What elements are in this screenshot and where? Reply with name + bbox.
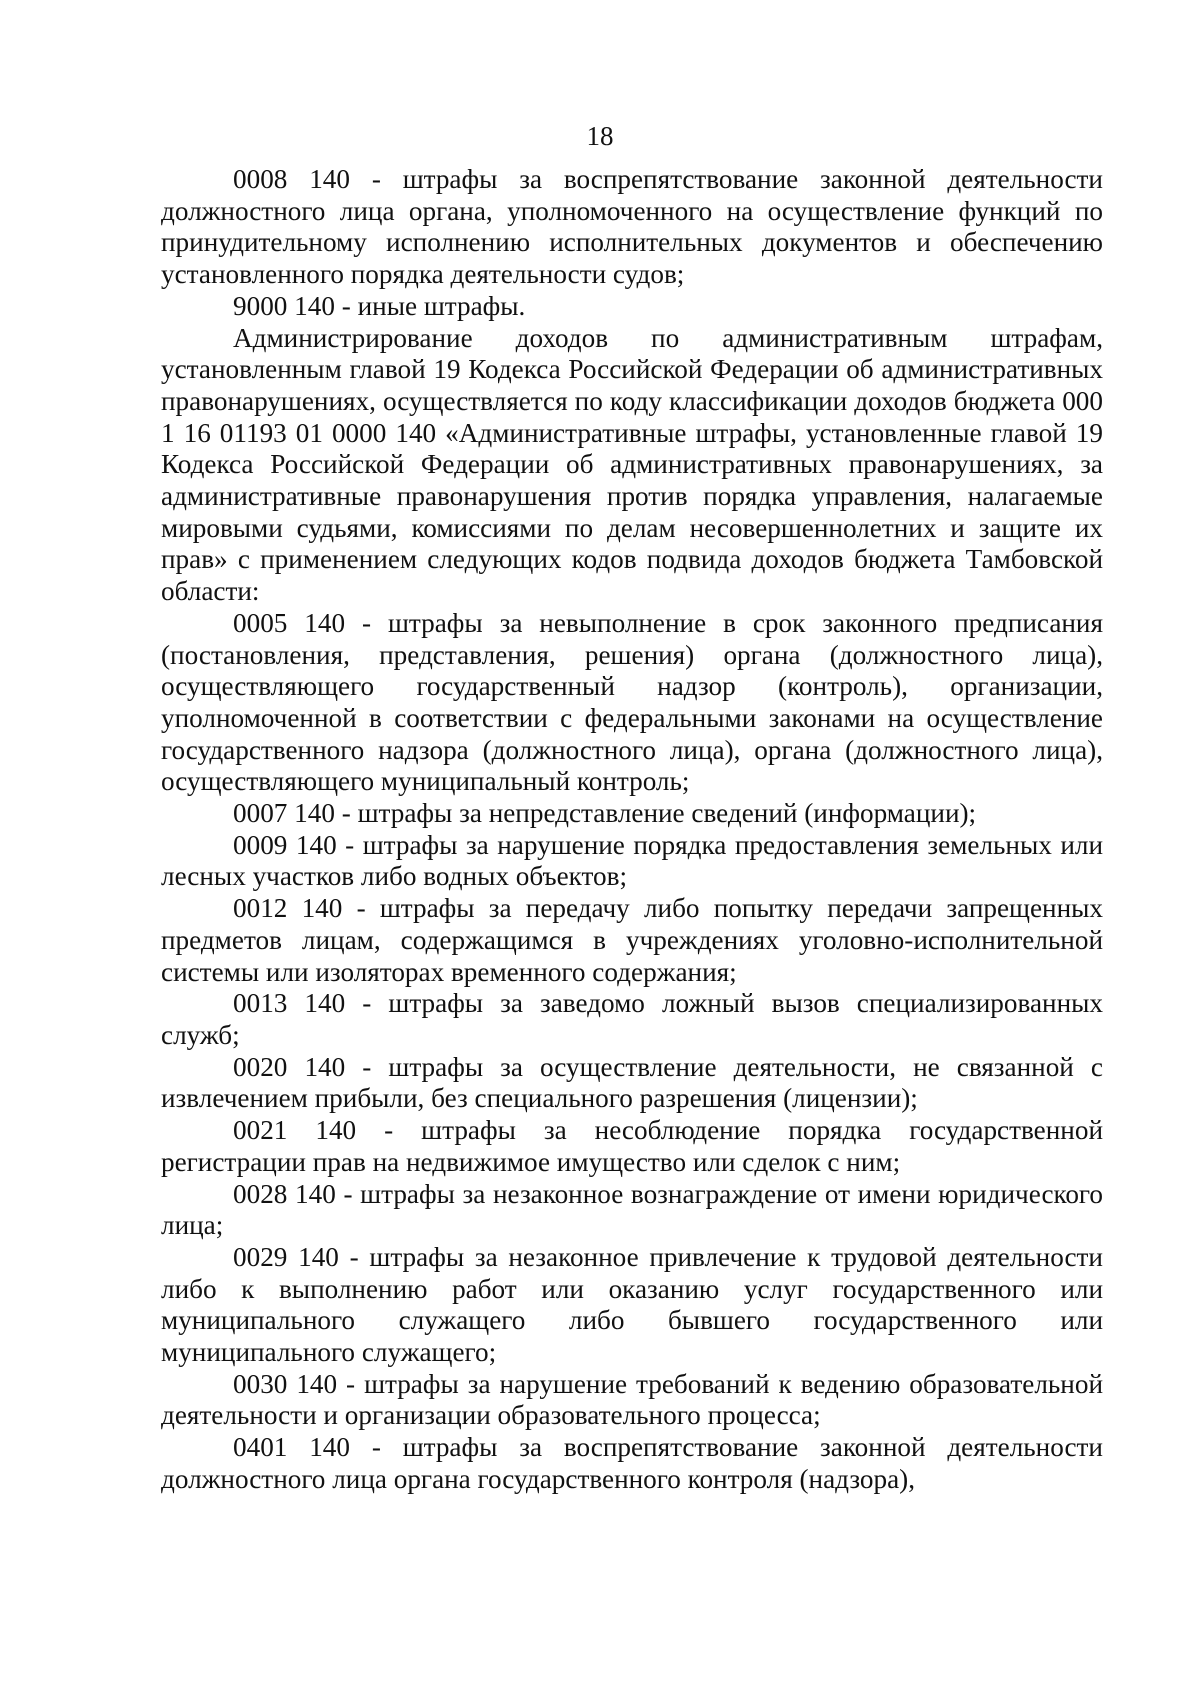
paragraph-0020: 0020 140 - штрафы за осуществление деятельности, не связанной с извлечением прибыли, без специального разрешения (лицензии); xyxy=(161,1051,1103,1114)
paragraph-0029: 0029 140 - штрафы за незаконное привлечение к трудовой деятельности либо к выполнению работ или оказанию услуг государственного или муниципального служащего либо бывшего государственного или муниципального служащего; xyxy=(161,1241,1103,1368)
paragraph-0009: 0009 140 - штрафы за нарушение порядка предоставления земельных или лесных участков либо водных объектов; xyxy=(161,829,1103,892)
paragraph-0021: 0021 140 - штрафы за несоблюдение порядка государственной регистрации прав на недвижимое имущество или сделок с ним; xyxy=(161,1115,1103,1177)
paragraph-0401: 0401 140 - штрафы за воспрепятствование законной деятельности должностного лица органа государственного контроля (надзора), xyxy=(161,1432,1103,1494)
paragraph-0013: 0013 140 - штрафы за заведомо ложный вызов специализированных служб; xyxy=(161,988,1103,1050)
paragraph-0007: 0007 140 - штрафы за непредставление сведений (информации); xyxy=(233,798,977,829)
paragraph-administration: Администрирование доходов по административным штрафам, установленным главой 19 Кодекса Российской Федерации об административных правонарушениях, осуществляется по коду классификации доходов бюджета 000 1 16 01193 01 0000 140 «Административные штрафы, установленные главой 19 Кодекса Российской Федерации об административных правонарушениях, за административные правонарушения против порядка управления, налагаемые мировыми судьями, комиссиями по делам несовершеннолетних и защите их прав» с применением следующих кодов подвида доходов бюджета Тамбовской области: xyxy=(161,322,1103,607)
paragraph-0008: 0008 140 - штрафы за воспрепятствование законной деятельности должностного лица органа, уполномоченного на осуществление функций по принудительному исполнению исполнительных документов и обеспечению установленного порядка деятельности судов; xyxy=(161,164,1103,290)
paragraph-0028: 0028 140 - штрафы за незаконное вознаграждение от имени юридического лица; xyxy=(161,1178,1103,1241)
paragraph-0012: 0012 140 - штрафы за передачу либо попытку передачи запрещенных предметов лицам, содержащимся в учреждениях уголовно-исполнительной системы или изоляторах временного содержания; xyxy=(161,893,1103,987)
page-number: 18 xyxy=(586,121,614,151)
paragraph-9000: 9000 140 - иные штрафы. xyxy=(233,290,526,321)
paragraph-0005: 0005 140 - штрафы за невыполнение в срок законного предписания (постановления, представления, решения) органа (должностного лица), осуществляющего государственный надзор (контроль), организации, уполномоченной в соответствии с федеральными законами на осуществление государственного надзора (должностного лица), органа (должностного лица), осуществляющего муниципальный контроль; xyxy=(161,607,1103,797)
paragraph-0030: 0030 140 - штрафы за нарушение требований к ведению образовательной деятельности и организации образовательного процесса; xyxy=(161,1368,1103,1431)
document-body xyxy=(161,164,1103,1496)
